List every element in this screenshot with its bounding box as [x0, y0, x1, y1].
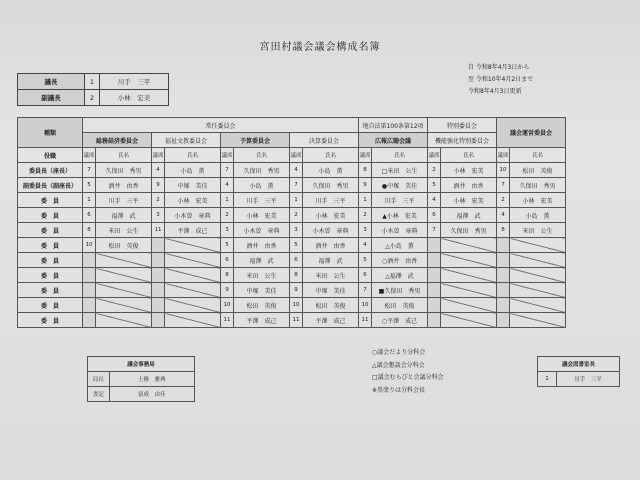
seat-number: 1	[359, 193, 372, 208]
term-from: 自 令和8年4月3日から	[468, 64, 530, 71]
empty-seat-cell	[152, 313, 165, 328]
member-name: 米田 公生	[510, 223, 566, 238]
empty-seat-cell	[83, 283, 96, 298]
subhead-row	[18, 148, 566, 163]
library-name: 川手 三平	[557, 372, 620, 387]
seat-header: 議席	[290, 148, 303, 163]
seat-number: 4	[152, 163, 165, 178]
seat-header: 議席	[359, 148, 372, 163]
member-name: ○酒井 由香	[372, 253, 428, 268]
empty-seat-cell	[428, 253, 441, 268]
seat-header: 議席	[428, 148, 441, 163]
member-name: 酒井 由香	[441, 178, 497, 193]
chair-row	[18, 74, 169, 90]
legend-item: ※黒塗りは分科会長	[372, 386, 426, 394]
member-name: 中塚 美佳	[234, 283, 290, 298]
seat-number: 7	[221, 163, 234, 178]
role-label: 副委員長（副座長）	[18, 178, 83, 193]
member-name: 平澤 成己	[234, 313, 290, 328]
seat-number: 2	[290, 208, 303, 223]
member-name: △小島 薫	[372, 238, 428, 253]
seat-number: 4	[428, 193, 441, 208]
member-name: 平澤 成己	[165, 223, 221, 238]
member-row	[18, 178, 566, 193]
seat-number: 2	[359, 208, 372, 223]
seat-number: 5	[221, 238, 234, 253]
role-label: 委 員	[18, 208, 83, 223]
member-name: 久保田 秀男	[510, 178, 566, 193]
role-label: 委 員	[18, 238, 83, 253]
seat-number: 11	[221, 313, 234, 328]
standing-committee-header: 常任委員会	[83, 118, 359, 133]
seat-number: 2	[497, 193, 510, 208]
seat-header: 議席	[83, 148, 96, 163]
member-name: 久保田 秀男	[96, 163, 152, 178]
member-row	[18, 163, 566, 178]
document-title: 宮田村議会議会構成名簿	[259, 42, 381, 53]
seat-number: 10	[290, 298, 303, 313]
seat-header: 議席	[152, 148, 165, 163]
empty-seat-cell	[428, 268, 441, 283]
seat-header: 議席	[221, 148, 234, 163]
member-name: 小林 宏美	[510, 193, 566, 208]
seat-number: 7	[497, 178, 510, 193]
empty-name-cell	[96, 268, 152, 283]
empty-seat-cell	[428, 238, 441, 253]
name-header: 氏名	[372, 148, 428, 163]
seat-number: 9	[290, 283, 303, 298]
member-name: ●中塚 美佳	[372, 178, 428, 193]
secretariat-row	[88, 372, 195, 387]
seat-number: 1	[290, 193, 303, 208]
empty-name-cell	[510, 253, 566, 268]
seat-number: 10	[497, 163, 510, 178]
member-name: 小林 宏美	[165, 193, 221, 208]
seat-number: 6	[83, 208, 96, 223]
seat-number: 9	[221, 283, 234, 298]
committee-title-0: 総務経済委員会	[83, 133, 152, 148]
seat-number: 7	[359, 283, 372, 298]
committee-title-4: 広報広聴会議	[359, 133, 428, 148]
secretariat-name: 富成 由佳	[109, 387, 194, 402]
seat-number: 4	[359, 238, 372, 253]
seat-number: 7	[290, 178, 303, 193]
term-to: 至 令和10年4月2日まで	[468, 76, 534, 83]
legend-item: ○議会だより分科会	[372, 349, 426, 356]
empty-name-cell	[510, 313, 566, 328]
seat-number: 5	[290, 238, 303, 253]
member-name: 小島 薫	[165, 163, 221, 178]
member-row	[18, 268, 566, 283]
vice-chair-label: 副議長	[18, 90, 85, 106]
empty-seat-cell	[497, 313, 510, 328]
name-header: 氏名	[441, 148, 497, 163]
member-name: 福澤 武	[234, 253, 290, 268]
member-name: 小林 宏美	[441, 193, 497, 208]
seat-header: 議席	[497, 148, 510, 163]
updated-date: 令和8年4月3日更新	[468, 88, 522, 95]
role-label: 委 員	[18, 298, 83, 313]
member-name: 小木曽 章典	[165, 208, 221, 223]
member-name: 中塚 美佳	[165, 178, 221, 193]
role-label: 委 員	[18, 253, 83, 268]
empty-name-cell	[165, 268, 221, 283]
member-name: ■久保田 秀男	[372, 283, 428, 298]
seat-number: 2	[221, 208, 234, 223]
secretariat-role: 局長	[88, 372, 110, 387]
committee-title-1: 福祉文教委員会	[152, 133, 221, 148]
empty-seat-cell	[152, 283, 165, 298]
member-row	[18, 313, 566, 328]
seat-number: 3	[290, 223, 303, 238]
empty-seat-cell	[152, 253, 165, 268]
committee-title-3: 決算委員会	[290, 133, 359, 148]
seat-number: 7	[83, 163, 96, 178]
empty-name-cell	[165, 313, 221, 328]
member-row	[18, 283, 566, 298]
seat-number: 8	[83, 223, 96, 238]
chair-seat: 1	[85, 74, 100, 90]
seat-number: 9	[359, 178, 372, 193]
member-name: 酒井 由香	[96, 178, 152, 193]
name-header: 氏名	[510, 148, 566, 163]
member-name: ▲小林 宏美	[372, 208, 428, 223]
member-name: 小木曽 章典	[303, 223, 359, 238]
vice-chair-seat: 2	[85, 90, 100, 106]
name-header: 氏名	[234, 148, 290, 163]
seat-number: 4	[221, 178, 234, 193]
member-name: 川手 三平	[303, 193, 359, 208]
member-name: △福澤 武	[372, 268, 428, 283]
empty-name-cell	[165, 238, 221, 253]
committee-title-5: 機能強化特別委員会	[428, 133, 497, 148]
empty-seat-cell	[152, 268, 165, 283]
member-name: 小島 薫	[510, 208, 566, 223]
seat-number: 10	[83, 238, 96, 253]
role-label: 委 員	[18, 223, 83, 238]
seat-number: 4	[497, 208, 510, 223]
member-name: 福澤 武	[96, 208, 152, 223]
member-row	[18, 208, 566, 223]
empty-seat-cell	[428, 298, 441, 313]
role-label: 委 員	[18, 268, 83, 283]
seat-number: 5	[428, 178, 441, 193]
member-name: 松田 英俊	[234, 298, 290, 313]
legend-item: □議会むらびと会議分科会	[372, 374, 444, 382]
member-name: 小島 薫	[234, 178, 290, 193]
empty-name-cell	[96, 253, 152, 268]
library-table	[537, 356, 620, 387]
empty-name-cell	[510, 283, 566, 298]
member-name: 松田 英俊	[372, 298, 428, 313]
member-row	[18, 253, 566, 268]
empty-name-cell	[441, 298, 497, 313]
committee-title-2: 予算委員会	[221, 133, 290, 148]
empty-name-cell	[441, 283, 497, 298]
seat-number: 6	[290, 253, 303, 268]
empty-name-cell	[96, 313, 152, 328]
empty-seat-cell	[83, 268, 96, 283]
empty-name-cell	[165, 298, 221, 313]
empty-seat-cell	[497, 268, 510, 283]
special-law-header: 地自法第100条第12項	[359, 118, 428, 133]
seat-number: 6	[359, 268, 372, 283]
member-name: 小島 薫	[303, 163, 359, 178]
seat-number: 11	[290, 313, 303, 328]
empty-name-cell	[441, 238, 497, 253]
header-row-1	[18, 118, 566, 133]
member-name: □米田 公生	[372, 163, 428, 178]
leaders-table	[17, 73, 169, 106]
seat-number: 8	[221, 268, 234, 283]
member-row	[18, 223, 566, 238]
empty-seat-cell	[152, 298, 165, 313]
empty-seat-cell	[497, 238, 510, 253]
member-name: 松田 英俊	[303, 298, 359, 313]
seat-number: 3	[152, 208, 165, 223]
seat-number: 4	[290, 163, 303, 178]
term-dates	[468, 62, 533, 98]
seat-number: 1	[221, 193, 234, 208]
seat-number: 10	[359, 298, 372, 313]
member-name: ○平澤 成己	[372, 313, 428, 328]
empty-name-cell	[510, 268, 566, 283]
role-label: 委 員	[18, 313, 83, 328]
member-name: 小林 宏美	[441, 163, 497, 178]
secretariat-table	[87, 356, 195, 402]
seat-number: 6	[428, 208, 441, 223]
role-label: 委 員	[18, 283, 83, 298]
seat-number: 5	[359, 253, 372, 268]
seat-number: 2	[152, 193, 165, 208]
legend	[372, 347, 444, 397]
steering-committee-header: 議会運営委員会	[497, 118, 566, 148]
empty-name-cell	[96, 283, 152, 298]
member-name: 松田 英俊	[510, 163, 566, 178]
member-row	[18, 193, 566, 208]
secretariat-name: 上條 雅典	[109, 372, 194, 387]
member-name: 久保田 秀男	[441, 223, 497, 238]
empty-seat-cell	[152, 238, 165, 253]
member-row	[18, 298, 566, 313]
member-name: 松田 英俊	[96, 238, 152, 253]
seat-number: 8	[497, 223, 510, 238]
member-name: 福澤 武	[441, 208, 497, 223]
seat-number: 11	[152, 223, 165, 238]
kind-header: 種類	[18, 118, 83, 148]
member-name: 小林 宏美	[234, 208, 290, 223]
member-name: 小木曽 章典	[372, 223, 428, 238]
role-header: 役職	[18, 148, 83, 163]
member-name: 川手 三平	[372, 193, 428, 208]
name-header: 氏名	[165, 148, 221, 163]
member-name: 中塚 美佳	[303, 283, 359, 298]
seat-number: 3	[359, 223, 372, 238]
seat-number: 5	[83, 178, 96, 193]
member-name: 米田 公生	[234, 268, 290, 283]
empty-seat-cell	[497, 298, 510, 313]
member-name: 小林 宏美	[303, 208, 359, 223]
chair-label: 議長	[18, 74, 85, 90]
library-title: 議会図書室長	[538, 357, 620, 372]
library-seat: 1	[538, 372, 557, 387]
member-name: 川手 三平	[96, 193, 152, 208]
empty-seat-cell	[428, 313, 441, 328]
seat-number: 3	[221, 223, 234, 238]
committee-table	[17, 117, 566, 328]
empty-seat-cell	[428, 283, 441, 298]
special-committee-header: 特別委員会	[428, 118, 497, 133]
empty-name-cell	[510, 238, 566, 253]
member-name: 米田 公生	[303, 268, 359, 283]
empty-seat-cell	[497, 253, 510, 268]
member-row	[18, 238, 566, 253]
role-label: 委員長（座長）	[18, 163, 83, 178]
seat-number: 7	[428, 223, 441, 238]
member-name: 福澤 武	[303, 253, 359, 268]
seat-number: 11	[359, 313, 372, 328]
member-name: 久保田 秀男	[234, 163, 290, 178]
vice-chair-name: 小林 宏美	[100, 90, 169, 106]
header-row-2	[18, 133, 566, 148]
empty-name-cell	[441, 253, 497, 268]
member-name: 酒井 由香	[303, 238, 359, 253]
seat-number: 8	[359, 163, 372, 178]
member-name: 久保田 秀男	[303, 178, 359, 193]
member-name: 酒井 由香	[234, 238, 290, 253]
chair-name: 川手 三平	[100, 74, 169, 90]
seat-number: 2	[428, 163, 441, 178]
name-header: 氏名	[96, 148, 152, 163]
secretariat-title: 議会事務局	[88, 357, 195, 372]
empty-name-cell	[96, 298, 152, 313]
member-name: 川手 三平	[234, 193, 290, 208]
member-name: 米田 公生	[96, 223, 152, 238]
empty-seat-cell	[83, 298, 96, 313]
seat-number: 8	[290, 268, 303, 283]
empty-name-cell	[510, 298, 566, 313]
secretariat-role: 書記	[88, 387, 110, 402]
member-name: 小木曽 章典	[234, 223, 290, 238]
empty-seat-cell	[83, 313, 96, 328]
legend-item: △議会懇談会分科会	[372, 361, 425, 369]
empty-seat-cell	[497, 283, 510, 298]
name-header: 氏名	[303, 148, 359, 163]
empty-seat-cell	[83, 253, 96, 268]
seat-number: 9	[152, 178, 165, 193]
empty-name-cell	[441, 313, 497, 328]
seat-number: 6	[221, 253, 234, 268]
empty-name-cell	[441, 268, 497, 283]
role-label: 委 員	[18, 193, 83, 208]
seat-number: 1	[83, 193, 96, 208]
vice-chair-row	[18, 90, 169, 106]
member-name: 平澤 成己	[303, 313, 359, 328]
secretariat-row	[88, 387, 195, 402]
empty-name-cell	[165, 283, 221, 298]
seat-number: 10	[221, 298, 234, 313]
empty-name-cell	[165, 253, 221, 268]
